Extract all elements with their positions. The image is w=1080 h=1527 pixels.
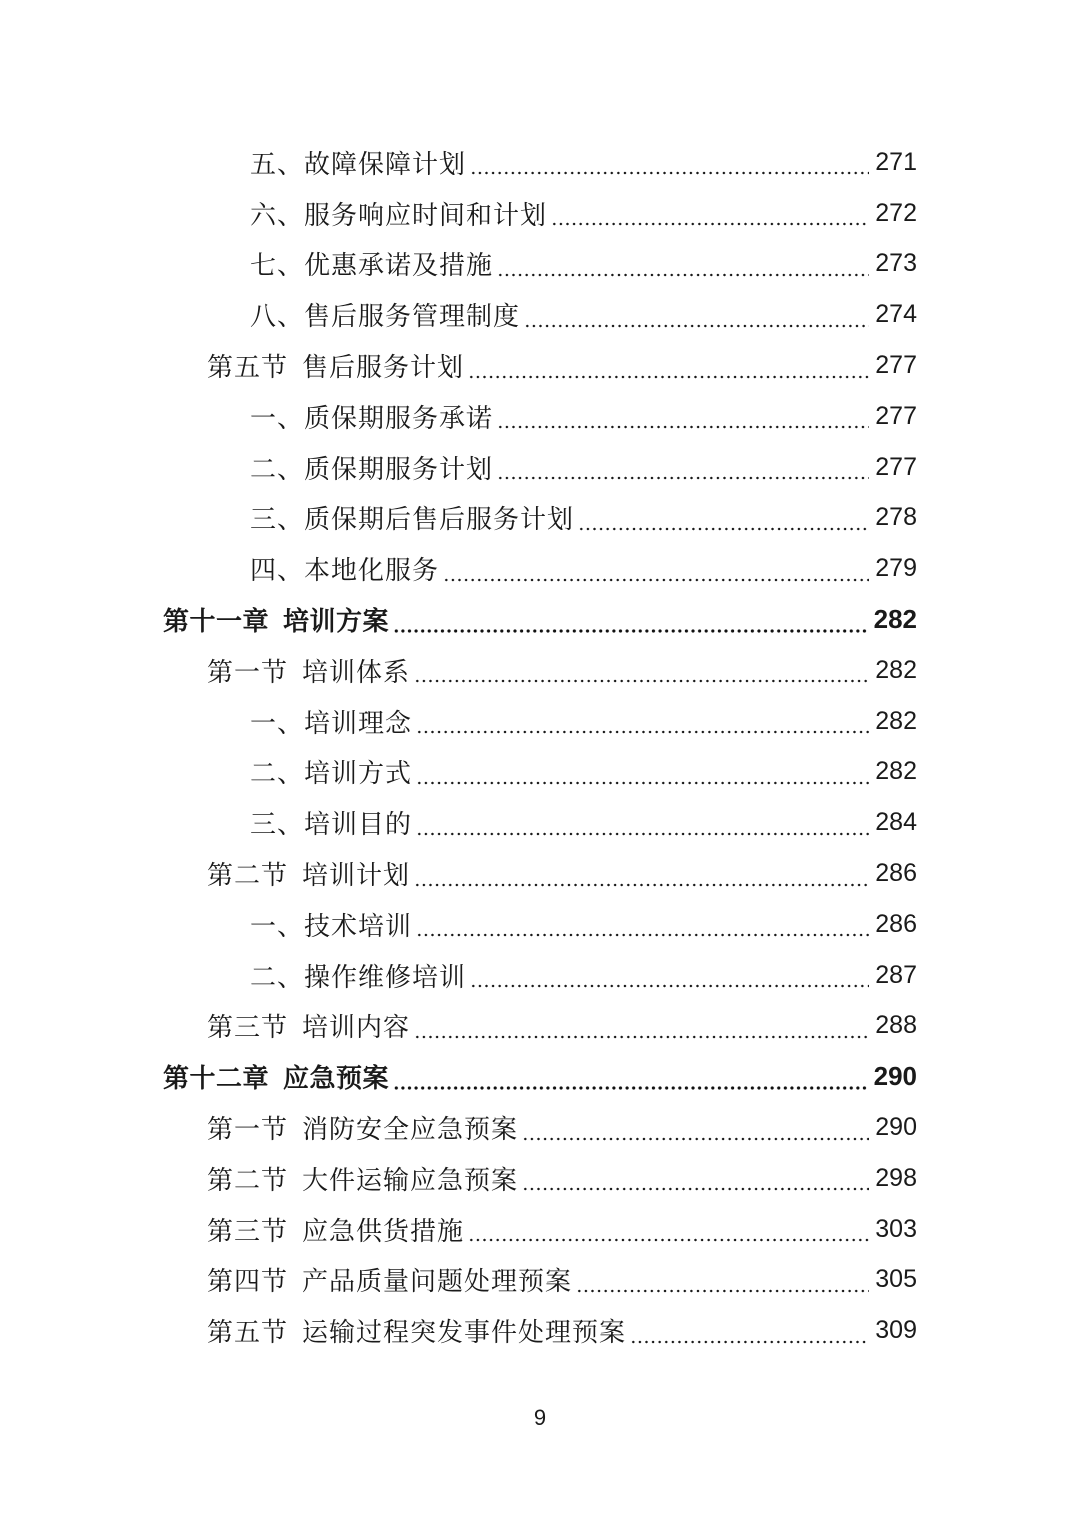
toc-entry-section[interactable] (0, 340, 1080, 391)
toc-entry-label (250, 906, 412, 943)
toc-entry-item[interactable] (0, 696, 1080, 747)
toc-entry-label (163, 1058, 389, 1095)
toc-entry-prefix: 八、 (250, 302, 305, 333)
dot-leader (522, 1115, 869, 1141)
toc-entry-title: 培训目的 (304, 810, 413, 841)
toc-entry-item[interactable] (0, 137, 1080, 188)
toc-entry-label (207, 347, 464, 384)
toc-entry-prefix: 第一节 (207, 657, 289, 688)
toc-entry-title: 质保期后售后服务计划 (304, 505, 575, 536)
toc-entry-page: 272 (875, 198, 917, 227)
toc-entry-prefix: 七、 (250, 251, 305, 282)
toc-entry-title: 消防安全应急预案 (302, 1115, 519, 1146)
dot-leader (468, 1216, 869, 1242)
toc-entry-prefix: 二、 (250, 454, 305, 485)
toc-entry-page: 290 (873, 1061, 917, 1092)
toc-entry-label (250, 804, 412, 841)
toc-entry-page: 282 (875, 757, 917, 786)
toc-entry-page: 309 (875, 1316, 917, 1345)
toc-entry-label (250, 499, 574, 536)
toc-entry-title: 培训方案 (283, 607, 390, 638)
toc-entry-title: 应急预案 (283, 1064, 390, 1095)
toc-entry-prefix: 一、 (250, 911, 305, 942)
dot-leader (497, 403, 869, 429)
toc-entry-page: 274 (875, 300, 917, 329)
toc-entry-prefix: 第五节 (207, 1318, 289, 1349)
toc-entry-item[interactable] (0, 899, 1080, 950)
table-of-contents (0, 137, 1080, 1356)
toc-entry-label (250, 296, 520, 333)
toc-entry-title: 培训计划 (302, 861, 411, 892)
dot-leader (470, 149, 869, 175)
toc-entry-section[interactable] (0, 1153, 1080, 1204)
toc-entry-page: 282 (875, 706, 917, 735)
toc-entry-title: 质保期服务计划 (304, 454, 494, 485)
toc-entry-title: 故障保障计划 (304, 149, 467, 180)
toc-entry-title: 售后服务管理制度 (304, 302, 521, 333)
toc-entry-prefix: 第三节 (207, 1013, 289, 1044)
toc-entry-page: 298 (875, 1163, 917, 1192)
toc-entry-title: 本地化服务 (304, 556, 440, 587)
dot-leader (497, 454, 869, 480)
toc-entry-label (207, 652, 410, 689)
toc-entry-label (207, 855, 410, 892)
dot-leader (414, 861, 869, 887)
toc-entry-section[interactable] (0, 1255, 1080, 1306)
toc-entry-label (250, 245, 493, 282)
toc-entry-prefix: 三、 (250, 810, 305, 841)
toc-entry-page: 284 (875, 808, 917, 837)
toc-entry-section[interactable] (0, 645, 1080, 696)
toc-entry-label (250, 144, 466, 181)
toc-entry-label (163, 601, 389, 638)
toc-entry-page: 303 (875, 1214, 917, 1243)
toc-entry-page: 290 (875, 1113, 917, 1142)
page-number: 9 (533, 1405, 547, 1430)
toc-entry-prefix: 第四节 (207, 1267, 289, 1298)
toc-entry-chapter[interactable] (0, 594, 1080, 645)
dot-leader (416, 708, 869, 734)
dot-leader (443, 556, 869, 582)
toc-entry-label (250, 957, 466, 994)
toc-entry-page: 282 (875, 655, 917, 684)
dot-leader (630, 1318, 869, 1344)
toc-entry-label (207, 1160, 518, 1197)
toc-entry-section[interactable] (0, 1102, 1080, 1153)
toc-entry-label (250, 195, 547, 232)
toc-entry-page: 271 (875, 147, 917, 176)
toc-entry-page: 273 (875, 249, 917, 278)
dot-leader (522, 1165, 869, 1191)
dot-leader (524, 302, 869, 328)
toc-entry-item[interactable] (0, 442, 1080, 493)
dot-leader (468, 353, 869, 379)
toc-entry-prefix: 二、 (250, 962, 305, 993)
dot-leader (551, 200, 869, 226)
toc-entry-title: 操作维修培训 (304, 962, 467, 993)
toc-entry-label (207, 1211, 464, 1248)
toc-entry-title: 产品质量问题处理预案 (302, 1267, 573, 1298)
toc-entry-page: 287 (875, 960, 917, 989)
toc-entry-title: 应急供货措施 (302, 1216, 465, 1247)
toc-entry-section[interactable] (0, 1001, 1080, 1052)
toc-entry-title: 培训方式 (304, 759, 413, 790)
toc-entry-title: 培训理念 (304, 708, 413, 739)
toc-entry-prefix: 六、 (250, 200, 305, 231)
toc-entry-prefix: 四、 (250, 556, 305, 587)
dot-leader (416, 810, 869, 836)
toc-entry-prefix: 第二节 (207, 1165, 289, 1196)
toc-entry-label (250, 753, 412, 790)
toc-entry-title: 培训体系 (302, 657, 411, 688)
toc-entry-label (207, 1007, 410, 1044)
dot-leader (393, 1064, 868, 1090)
dot-leader (416, 759, 869, 785)
toc-entry-section[interactable] (0, 1305, 1080, 1356)
toc-entry-item[interactable] (0, 543, 1080, 594)
toc-entry-page: 286 (875, 859, 917, 888)
toc-entry-prefix: 二、 (250, 759, 305, 790)
toc-entry-prefix: 第十一章 (163, 607, 270, 638)
toc-entry-title: 运输过程突发事件处理预案 (302, 1318, 627, 1349)
toc-entry-title: 大件运输应急预案 (302, 1165, 519, 1196)
dot-leader (393, 607, 868, 633)
toc-entry-page: 305 (875, 1265, 917, 1294)
toc-entry-prefix: 第一节 (207, 1115, 289, 1146)
toc-entry-label (250, 550, 439, 587)
toc-entry-page: 288 (875, 1011, 917, 1040)
toc-entry-section[interactable] (0, 1204, 1080, 1255)
dot-leader (416, 911, 869, 937)
toc-entry-title: 售后服务计划 (302, 353, 465, 384)
toc-entry-item[interactable] (0, 289, 1080, 340)
dot-leader (576, 1267, 869, 1293)
toc-entry-prefix: 一、 (250, 708, 305, 739)
toc-entry-item[interactable] (0, 950, 1080, 1001)
toc-entry-item[interactable] (0, 239, 1080, 290)
toc-entry-page: 278 (875, 503, 917, 532)
toc-entry-label (250, 449, 493, 486)
toc-entry-page: 282 (873, 604, 917, 635)
dot-leader (414, 657, 869, 683)
toc-entry-item[interactable] (0, 797, 1080, 848)
toc-entry-section[interactable] (0, 848, 1080, 899)
toc-entry-prefix: 第十二章 (163, 1064, 270, 1095)
toc-entry-label (207, 1109, 518, 1146)
toc-entry-label (207, 1261, 572, 1298)
toc-entry-prefix: 五、 (250, 149, 305, 180)
toc-entry-prefix: 第二节 (207, 861, 289, 892)
toc-entry-title: 优惠承诺及措施 (304, 251, 494, 282)
toc-entry-page: 277 (875, 452, 917, 481)
toc-entry-prefix: 第五节 (207, 353, 289, 384)
toc-entry-item[interactable] (0, 188, 1080, 239)
dot-leader (414, 1013, 869, 1039)
toc-entry-chapter[interactable] (0, 1051, 1080, 1102)
toc-entry-title: 服务响应时间和计划 (304, 200, 548, 231)
toc-entry-prefix: 一、 (250, 403, 305, 434)
toc-entry-page: 279 (875, 554, 917, 583)
toc-entry-item[interactable] (0, 493, 1080, 544)
toc-entry-page: 286 (875, 909, 917, 938)
toc-entry-prefix: 第三节 (207, 1216, 289, 1247)
toc-entry-item[interactable] (0, 391, 1080, 442)
toc-entry-prefix: 三、 (250, 505, 305, 536)
toc-entry-label (250, 703, 412, 740)
dot-leader (497, 251, 869, 277)
toc-entry-title: 质保期服务承诺 (304, 403, 494, 434)
toc-entry-item[interactable] (0, 747, 1080, 798)
toc-entry-title: 培训内容 (302, 1013, 411, 1044)
toc-entry-label (207, 1312, 626, 1349)
toc-entry-label (250, 398, 493, 435)
toc-entry-page: 277 (875, 401, 917, 430)
toc-entry-page: 277 (875, 351, 917, 380)
dot-leader (578, 505, 869, 531)
dot-leader (470, 962, 869, 988)
toc-entry-title: 技术培训 (304, 911, 413, 942)
